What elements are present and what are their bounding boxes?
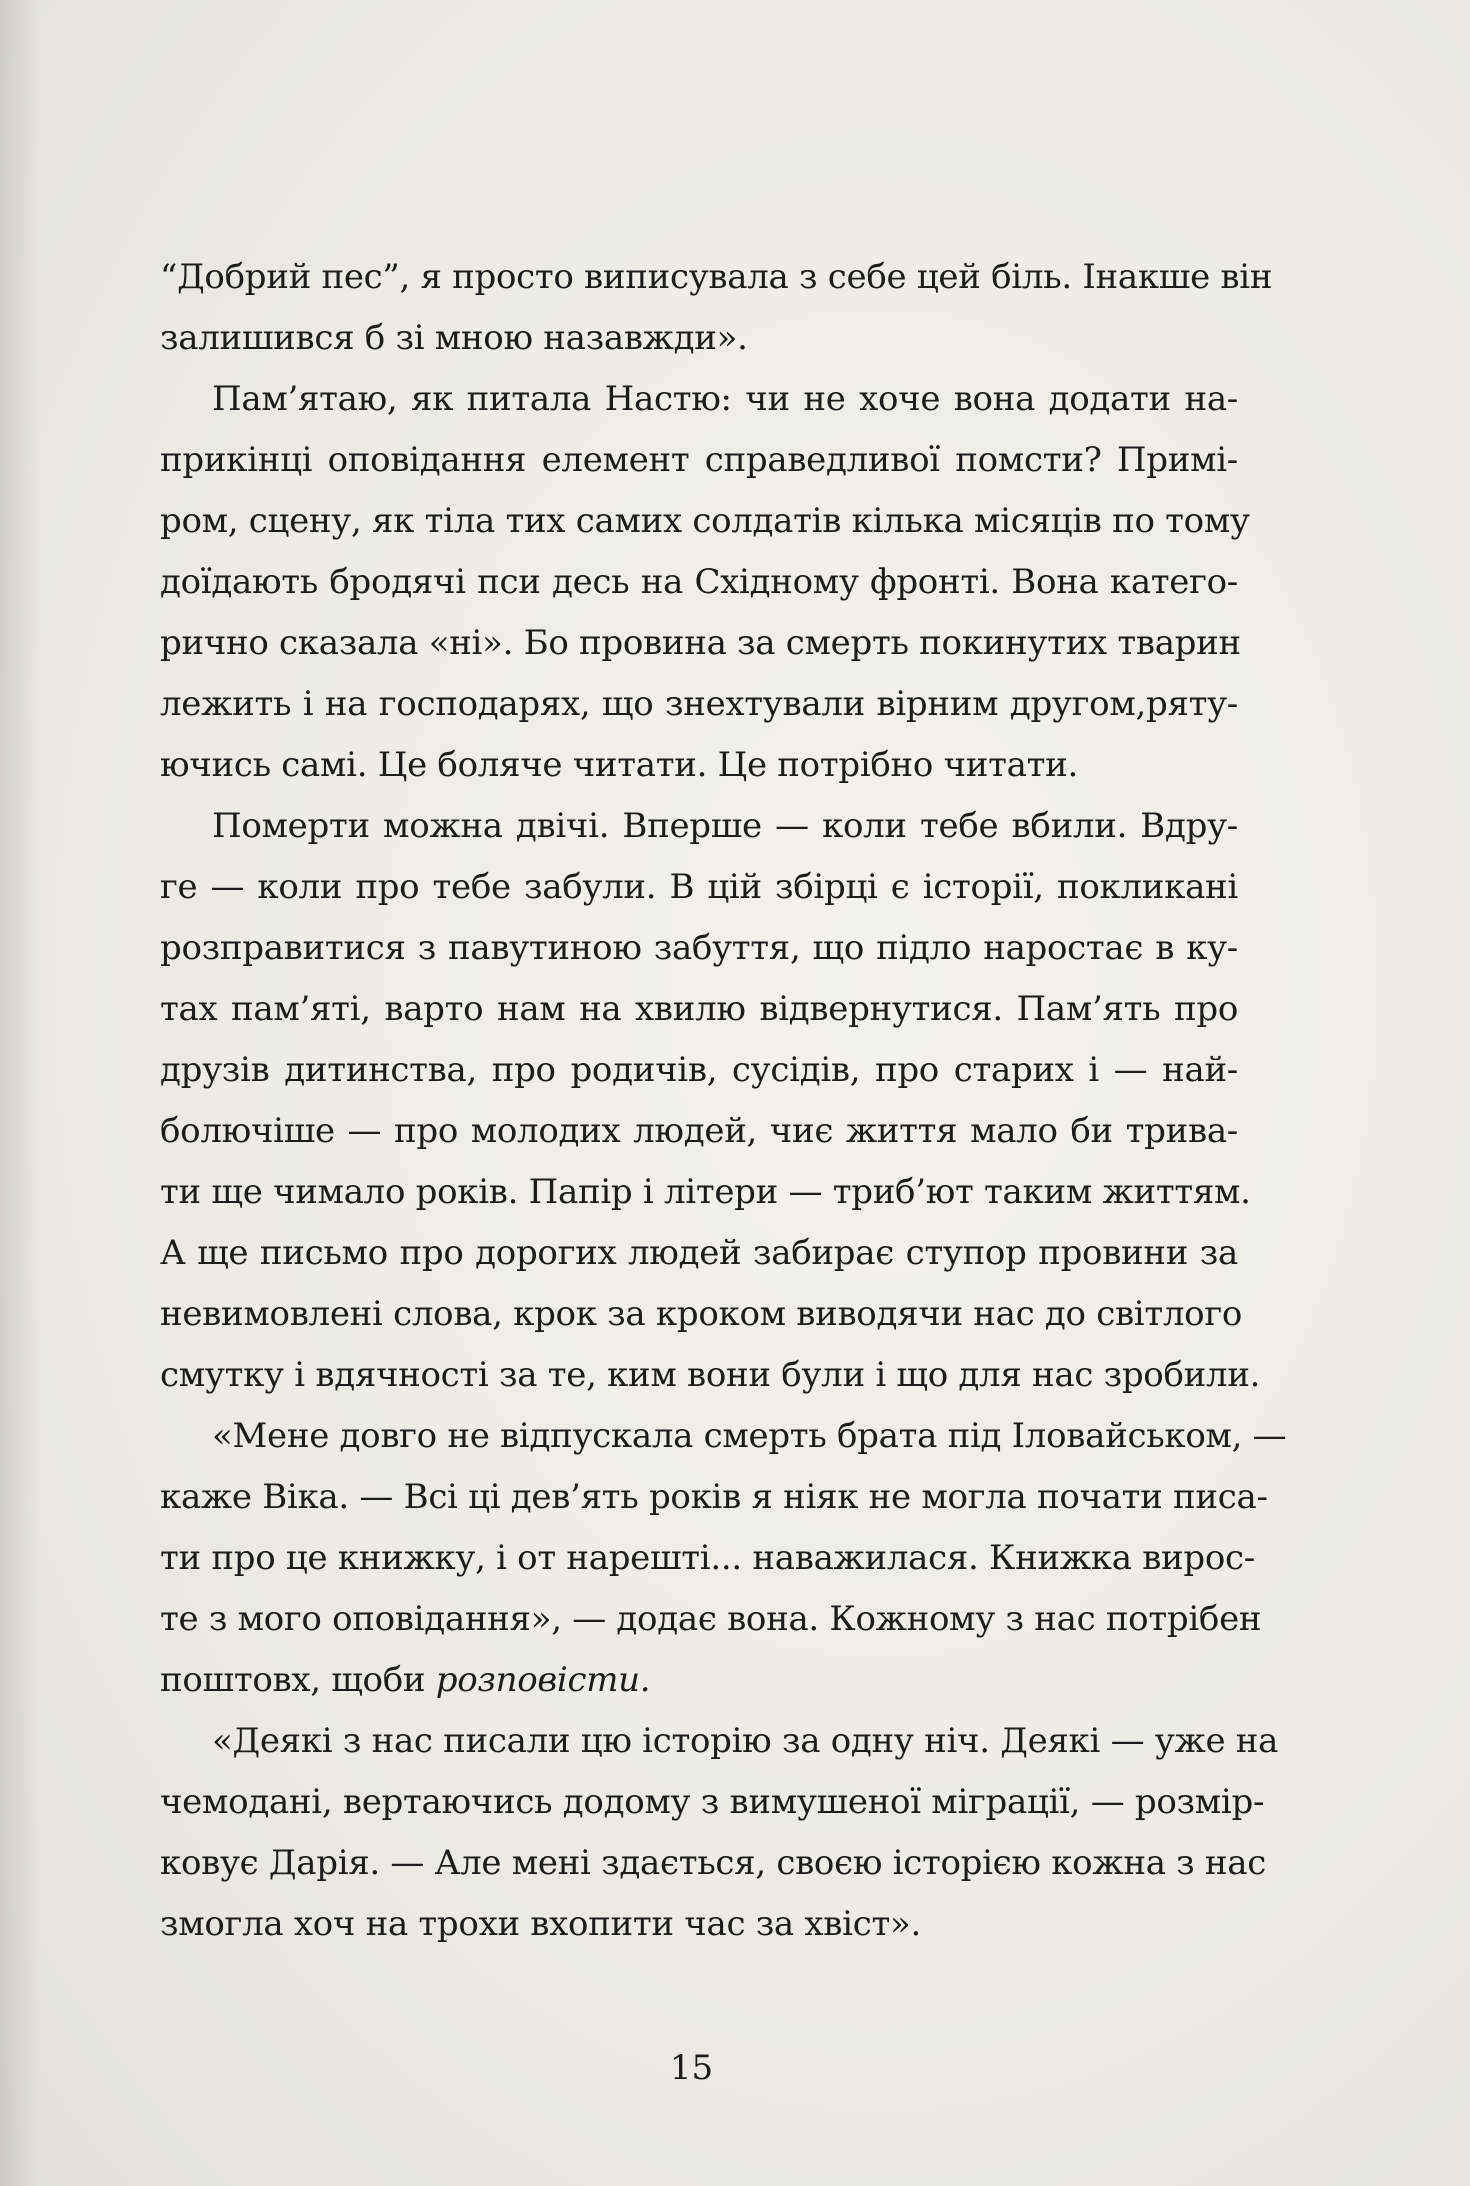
text-line: ге — коли про тебе забули. В цій збірці є історії, покликані bbox=[160, 867, 1238, 907]
text-line: залишився б зі мною назавжди». bbox=[160, 318, 748, 358]
text-line: «Деякі з нас писали цю історію за одну ніч. Деякі — уже на bbox=[212, 1721, 1279, 1761]
paragraph bbox=[160, 247, 1273, 369]
paragraph bbox=[160, 1711, 1279, 1955]
text-line: смутку і вдячності за те, ким вони були і що для нас зробили. bbox=[160, 1355, 1261, 1395]
text-line: ром, сцену, як тіла тих самих солдатів кілька місяців по тому bbox=[160, 501, 1250, 541]
page-edge-shadow bbox=[0, 0, 40, 2186]
text-line: А ще письмо про дорогих людей забирає ступор провини за bbox=[160, 1233, 1238, 1273]
paragraph bbox=[160, 1406, 1287, 1711]
text-line: болючіше — про молодих людей, чиє життя мало би трива- bbox=[160, 1111, 1238, 1151]
text-line: Померти можна двічі. Вперше — коли тебе вбили. Вдру- bbox=[212, 806, 1238, 846]
text-line: тах пам’яті, варто нам на хвилю відвернутися. Пам’ять про bbox=[160, 989, 1238, 1029]
italic-text-run: розповісти. bbox=[435, 1660, 651, 1700]
text-line: ти про це книжку, і от нарешті... наважилася. Книжка вирос- bbox=[160, 1538, 1255, 1578]
text-line: ючись самі. Це боляче читати. Це потрібно читати. bbox=[160, 745, 1078, 785]
text-line: невимовлені слова, крок за кроком виводячи нас до світлого bbox=[160, 1294, 1243, 1334]
text-line: Пам’ятаю, як питала Настю: чи не хоче вона додати на- bbox=[212, 379, 1238, 419]
text-line: ти ще чимало років. Папір і літери — триб’ют таким життям. bbox=[160, 1172, 1251, 1212]
paragraph bbox=[160, 796, 1261, 1406]
text-line: розправитися з павутиною забуття, що підло наростає в ку- bbox=[160, 928, 1238, 968]
text-line: друзів дитинства, про родичів, сусідів, про старих і — най- bbox=[160, 1050, 1238, 1090]
text-line: чемодані, вертаючись додому з вимушеної міграції, — розмір- bbox=[160, 1782, 1265, 1822]
paragraph bbox=[160, 369, 1250, 796]
text-line: лежить і на господарях, що знехтували вірним другом,ряту- bbox=[160, 684, 1238, 724]
text-line: прикінці оповідання елемент справедливої помсти? Примі- bbox=[160, 440, 1238, 480]
text-line: доїдають бродячі пси десь на Східному фронті. Вона катего- bbox=[160, 562, 1238, 602]
body-text bbox=[160, 247, 1287, 1955]
text-line: те з мого оповідання», — додає вона. Кожному з нас потрібен bbox=[160, 1599, 1262, 1639]
text-line bbox=[160, 1650, 1238, 1711]
text-line: рично сказала «ні». Бо провина за смерть покинутих тварин bbox=[160, 623, 1241, 663]
text-run: поштовх, щоби bbox=[160, 1660, 436, 1700]
text-line: «Мене довго не відпускала смерть брата під Іловайськом, — bbox=[212, 1416, 1287, 1456]
text-line: змогла хоч на трохи вхопити час за хвіст». bbox=[160, 1904, 921, 1944]
page-number: 15 bbox=[669, 2048, 714, 2088]
text-line: “Добрий пес”, я просто виписувала з себе цей біль. Інакше він bbox=[160, 257, 1273, 297]
text-line: ковує Дарія. — Але мені здається, своєю історією кожна з нас bbox=[160, 1843, 1266, 1883]
text-line: каже Віка. — Всі ці дев’ять років я ніяк не могла почати писа- bbox=[160, 1477, 1268, 1517]
